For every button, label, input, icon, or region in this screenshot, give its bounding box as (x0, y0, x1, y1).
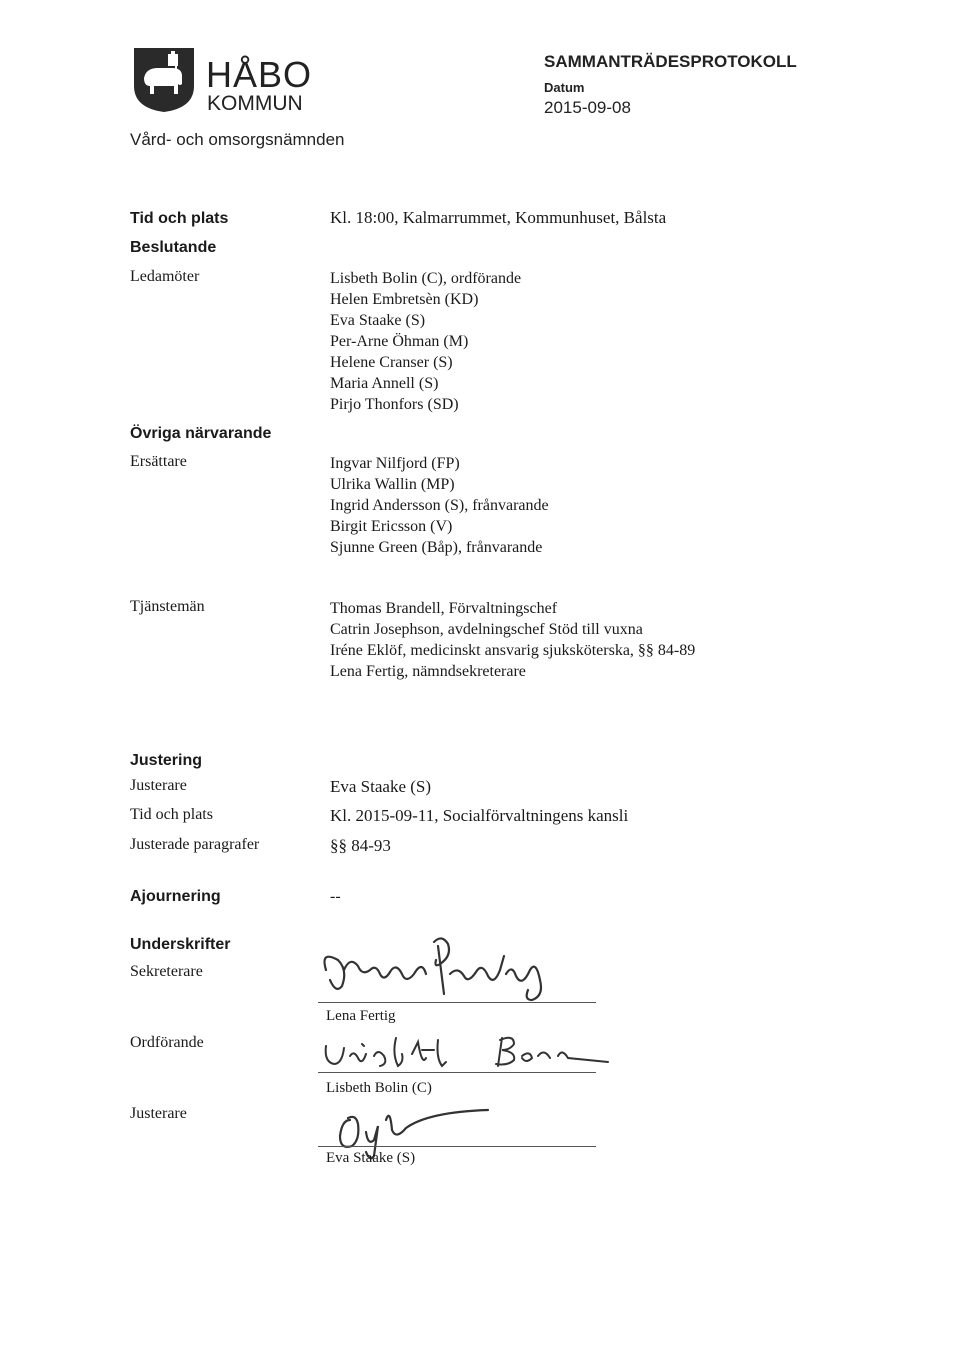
list-item: Lena Fertig, nämndsekreterare (330, 663, 526, 680)
adjuster-label: Justerare (130, 777, 187, 794)
members-list (330, 268, 521, 415)
paragraphs-value: §§ 84-93 (330, 836, 391, 855)
substitutes-list (330, 453, 549, 558)
signature-role-chair: Ordförande (130, 1034, 204, 1051)
date-value: 2015-09-08 (544, 98, 631, 117)
signature-name-secretary: Lena Fertig (326, 1008, 396, 1024)
list-item: Helen Embretsèn (KD) (330, 291, 479, 308)
list-item: Ingrid Andersson (S), frånvarande (330, 497, 549, 514)
time-place-value: Kl. 18:00, Kalmarrummet, Kommunhuset, Bålsta (330, 208, 667, 227)
justering-heading: Justering (130, 752, 203, 769)
officials-list (330, 598, 695, 682)
signature-role-secretary: Sekreterare (130, 963, 203, 980)
list-item: Thomas Brandell, Förvaltningschef (330, 600, 558, 617)
signature-name-chair: Lisbeth Bolin (C) (326, 1080, 432, 1096)
beslutande-heading: Beslutande (130, 239, 217, 256)
signature-line (318, 1146, 596, 1147)
list-item: Per-Arne Öhman (M) (330, 333, 469, 350)
logo-name: HÅBO (206, 54, 313, 95)
list-item: Eva Staake (S) (330, 312, 426, 329)
list-item: Ingvar Nilfjord (FP) (330, 455, 460, 472)
signature-name-adjuster: Eva Staake (S) (326, 1150, 416, 1166)
ovriga-heading: Övriga närvarande (130, 425, 272, 442)
time-place-heading: Tid och plats (130, 210, 229, 227)
logo-sub: KOMMUN (207, 92, 303, 115)
signature-line (318, 1072, 596, 1073)
adjuster-value: Eva Staake (S) (330, 777, 432, 796)
underskrifter-heading: Underskrifter (130, 936, 231, 953)
adjust-time-place-value: Kl. 2015-09-11, Socialförvaltningens kansli (330, 806, 629, 825)
officials-label: Tjänstemän (130, 598, 205, 615)
signature-role-adjuster: Justerare (130, 1105, 187, 1122)
coat-of-arms-icon (132, 46, 196, 114)
paragraphs-label: Justerade paragrafer (130, 836, 260, 853)
signature-line (318, 1002, 596, 1003)
members-label: Ledamöter (130, 268, 200, 285)
substitutes-label: Ersättare (130, 453, 187, 470)
list-item: Pirjo Thonfors (SD) (330, 396, 459, 413)
list-item: Helene Cranser (S) (330, 354, 453, 371)
handwritten-signature-secretary (318, 930, 578, 1002)
list-item: Birgit Ericsson (V) (330, 518, 453, 535)
list-item: Catrin Josephson, avdelningschef Stöd till vuxna (330, 621, 643, 638)
list-item: Lisbeth Bolin (C), ordförande (330, 270, 522, 287)
list-item: Iréne Eklöf, medicinskt ansvarig sjuksköterska, §§ 84-89 (330, 642, 696, 659)
list-item: Maria Annell (S) (330, 375, 439, 392)
department-name: Vård- och omsorgsnämnden (130, 130, 345, 149)
municipality-logo (132, 46, 332, 118)
document-type: SAMMANTRÄDESPROTOKOLL (544, 52, 797, 71)
list-item: Sjunne Green (Båp), frånvarande (330, 539, 543, 556)
handwritten-signature-chair (318, 1026, 618, 1076)
date-label: Datum (544, 80, 585, 95)
list-item: Ulrika Wallin (MP) (330, 476, 455, 493)
ajournering-heading: Ajournering (130, 888, 221, 905)
adjust-time-place-label: Tid och plats (130, 806, 213, 823)
ajournering-value: -- (330, 888, 341, 905)
